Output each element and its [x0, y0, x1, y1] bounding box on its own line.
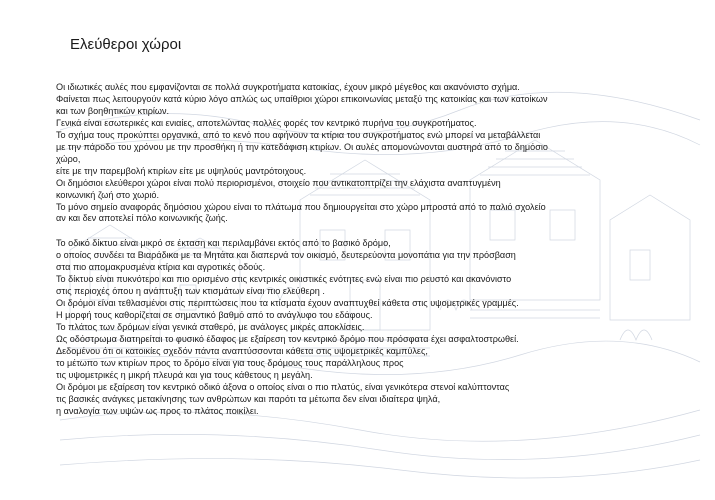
text-line: Το δίκτυο είναι πυκνότερο και πιο ορισμένο στις κεντρικές οικιστικές ενότητες ενώ είναι πιο ρευστό και ακανόνιστο — [56, 274, 512, 285]
text-line: Το οδικό δίκτυο είναι μικρό σε έκταση και περιλαμβάνει εκτός από το βασικό δρόμο, — [56, 238, 391, 249]
paragraph-gap — [56, 225, 696, 238]
text-line: Το σχήμα τους προκύπτει οργανικά, από το κενό που αφήνουν τα κτίρια του συγκροτήματος ενώ μπορεί να μεταβάλλεται — [56, 129, 541, 140]
text-line: ο οποίος συνδέει τα Βιαράδικα με τα Μητάτα και διαπερνά τον οικισμό, δευτερεύοντα μονοπάτια για την πρόσβαση — [56, 250, 516, 261]
text-line: Ως οδόστρωμα διατηρείται το φυσικό έδαφος με εξαίρεση τον κεντρικό δρόμο που πρόσφατα έχει ασφαλτοστρωθεί. — [56, 334, 519, 345]
text-line: η αναλογία των υψών ως προς το πλάτος ποικίλει. — [56, 405, 259, 416]
text-line: Οι ιδιωτικές αυλές που εμφανίζονται σε πολλά συγκροτήματα κατοικίας, έχουν μικρό μέγεθος και ακανόνιστο σχήμα. — [56, 82, 520, 92]
text-line: Γενικά είναι εσωτερικές και ενιαίες, αποτελώντας πολλές φορές τον κεντρικό πυρήνα του συγκροτήματος. — [56, 117, 477, 128]
text-line: με την πάροδο του χρόνου με την προσθήκη ή την κατεδάφιση κτιρίων. Οι αυλές απομονώνονται αυστηρά από το δημόσιο — [56, 141, 548, 152]
page-title: Ελεύθεροι χώροι — [70, 36, 182, 53]
text-line: το μέτωπο των κτιρίων προς το δρόμο είναι για τους δρόμους τους παράλληλους προς — [56, 357, 404, 368]
paragraph-courtyards — [56, 82, 696, 225]
text-line: Το πλάτος των δρόμων είναι γενικά σταθερό, με ανάλογες μικρές αποκλίσεις. — [56, 322, 365, 333]
document-body — [56, 82, 696, 418]
text-line: Δεδομένου ότι οι κατοικίες σχεδόν πάντα αναπτύσσονται κάθετα στις υψομετρικές καμπύλες, — [56, 346, 428, 357]
text-line: Οι δρόμοι με εξαίρεση τον κεντρικό οδικό άξονα ο οποίος είναι ο πιο πλατύς, είναι γενικότερα στενοί καλύπτοντας — [56, 381, 510, 392]
text-line: Οι δημόσιοι ελεύθεροι χώροι είναι πολύ περιορισμένοι, στοιχείο που αντικατοπτρίζει την ελάχιστα αναπτυγμένη — [56, 177, 501, 188]
paragraph-road-network — [56, 238, 696, 417]
text-line: τις υψομετρικές η μικρή πλευρά και για τους κάθετους η μεγάλη. — [56, 369, 313, 380]
text-line: και των βοηθητικών κτιρίων. — [56, 105, 170, 116]
text-line: Φαίνεται πως λειτουργούν κατά κύριο λόγο απλώς ως υπαίθριοι χώροι επικοινωνίας μεταξύ της κατοικίας και των κατοίκων — [56, 93, 548, 104]
text-line: χώρο, — [56, 153, 81, 164]
text-line: Οι δρόμοι είναι τεθλασμένοι στις περιπτώσεις που τα κτίσματα έχουν αναπτυχθεί κάθετα στις υψομετρικές γραμμές. — [56, 298, 519, 309]
text-line: είτε με την παρεμβολή κτιρίων είτε με υψηλούς μαντρότοιχους. — [56, 165, 307, 176]
text-line: στις περιοχές όπου η ανάπτυξη των κτισμάτων είναι πιο ελεύθερη . — [56, 286, 325, 297]
text-line: στα πιο απομακρυσμένα κτίρια και αγροτικές οδούς. — [56, 262, 266, 273]
text-line: Το μόνο σημείο αναφοράς δημόσιου χώρου είναι το πλάτωμα που δημιουργείται στο χώρο μπροστά από το παλιό σχολείο — [56, 201, 546, 212]
text-line: αν και δεν αποτελεί πόλο κοινωνικής ζωής. — [56, 213, 228, 224]
text-line: Η μορφή τους καθορίζεται σε σημαντικό βαθμό από το ανάγλυφο του εδάφους. — [56, 310, 373, 321]
text-line: τις βασικές ανάγκες μετακίνησης των ανθρώπων και παρότι τα μέτωπα δεν είναι ιδιαίτερα ψηλά, — [56, 393, 441, 404]
text-line: κοινωνική ζωή στο χωριό. — [56, 189, 160, 200]
